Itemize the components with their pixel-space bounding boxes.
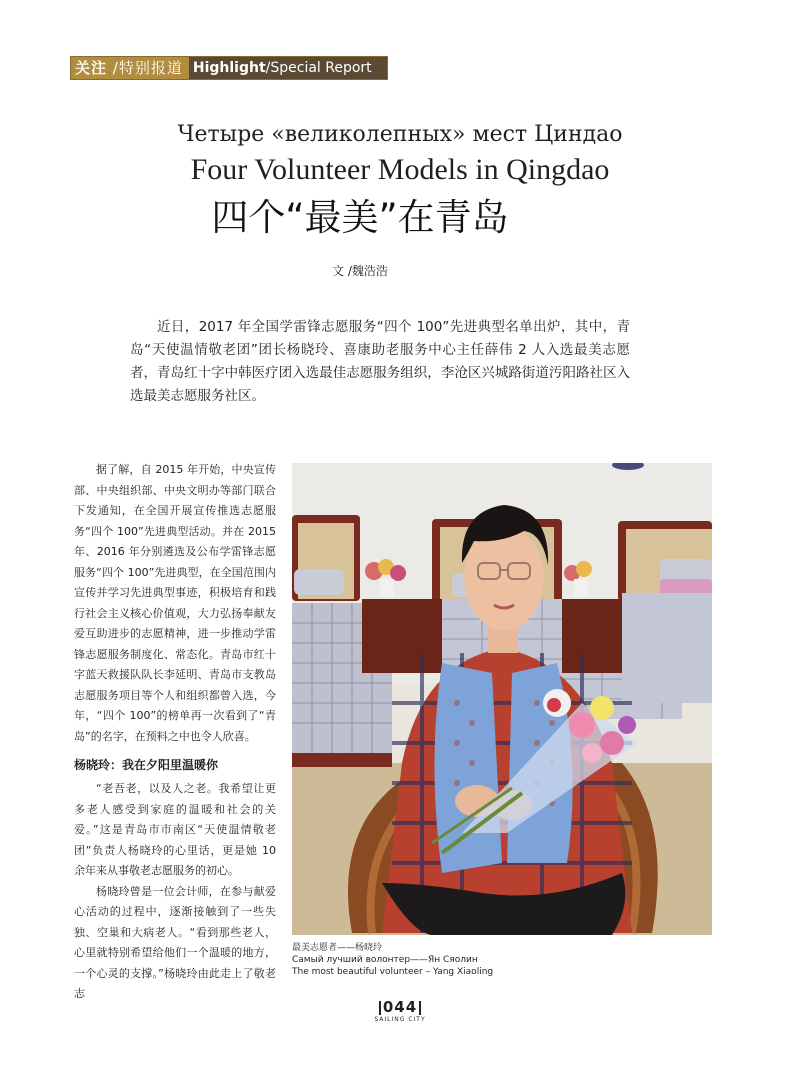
photo-caption <box>292 942 712 978</box>
page-number-right-bar <box>419 1001 421 1015</box>
section-cn-strong: 关注 <box>75 59 108 77</box>
article-body <box>74 460 276 1005</box>
section-label-cn <box>71 57 189 79</box>
page-number <box>370 998 430 1016</box>
volunteer-photo <box>292 463 712 935</box>
body-paragraph-2: “老吾老，以及人之老。我希望让更多老人感受到家庭的温暖和社会的关爱。”这是青岛市市南区“天使温情敬老团”负责人杨晓玲的心里话，更是她 10 余年来从事敬老志愿服务的初心。 <box>74 782 276 877</box>
section-cn-sep: / <box>107 59 119 77</box>
lead-paragraph: 近日，2017 年全国学雷锋志愿服务“四个 100”先进典型名单出炉，其中，青岛“天使温情敬老团”团长杨晓玲、喜康助老服务中心主任薛伟 2 人入选最美志愿者，青岛红十字中韩医疗团入选最佳志愿服务组织，李沧区兴城路街道汚阳路社区入选最美志愿服务社区。 <box>130 319 630 404</box>
caption-ru: Самый лучший волонтер——Ян Сяолин <box>292 955 478 965</box>
caption-en: The most beautiful volunteer – Yang Xiaoling <box>292 967 494 977</box>
body-paragraph-1: 据了解，自 2015 年开始，中央宣传部、中央组织部、中央文明办等部门联合下发通知，在全国开展宣传推选志愿服务“四个 100”先进典型活动。并在 2015 年、2016 年分别遴选及公布学雷锋志愿服务“四个 100”先进典型，在全国范围内宣传并学习先进典型事迹，积极培育和践行社会主义核心价值观，大力弘扬奉献友爱互助进步的志愿精神，进一步推动学雷锋志愿服务制度化、常态化。青岛市红十字蓝天救援队队长李延明、青岛市支教岛志愿服务项目等个人和组织都曾入选，今年，“四个 100”的榜单再一次看到了“青岛”的名字，在预料之中也令人欣喜。 <box>74 463 276 743</box>
title-english: Four Volunteer Models in Qingdao <box>190 153 610 186</box>
body-paragraph-3: 杨晓玲曾是一位会计师，在参与献爱心活动的过程中，逐渐接触到了一些失独、空巢和大病老人。“看到那些老人，心里就特别希望给他们一个温暖的地方，一个心灵的支撑。”杨晓玲由此走上了敬老志 <box>74 884 276 1000</box>
page-number-text: 044 <box>382 998 418 1016</box>
section-en-strong: Highlight <box>192 60 266 76</box>
byline: 文 /魏浩浩 <box>332 264 388 278</box>
section-label-en <box>189 57 387 79</box>
page-number-left-bar <box>379 1001 381 1015</box>
section-en-sub: /Special Report <box>265 60 372 76</box>
title-chinese: 四个“最美”在青岛 <box>211 196 509 239</box>
section-cn-sub: 特别报道 <box>118 59 183 77</box>
title-russian: Четыре «великолепных» мест Циндао <box>177 122 623 147</box>
caption-cn: 最美志愿者——杨晓玲 <box>292 943 383 953</box>
magazine-name: SAILING CITY <box>374 1016 426 1023</box>
photo-illustration <box>292 463 712 935</box>
section-header <box>70 56 388 80</box>
subheading: 杨晓玲：我在夕阳里温暖你 <box>74 758 219 772</box>
